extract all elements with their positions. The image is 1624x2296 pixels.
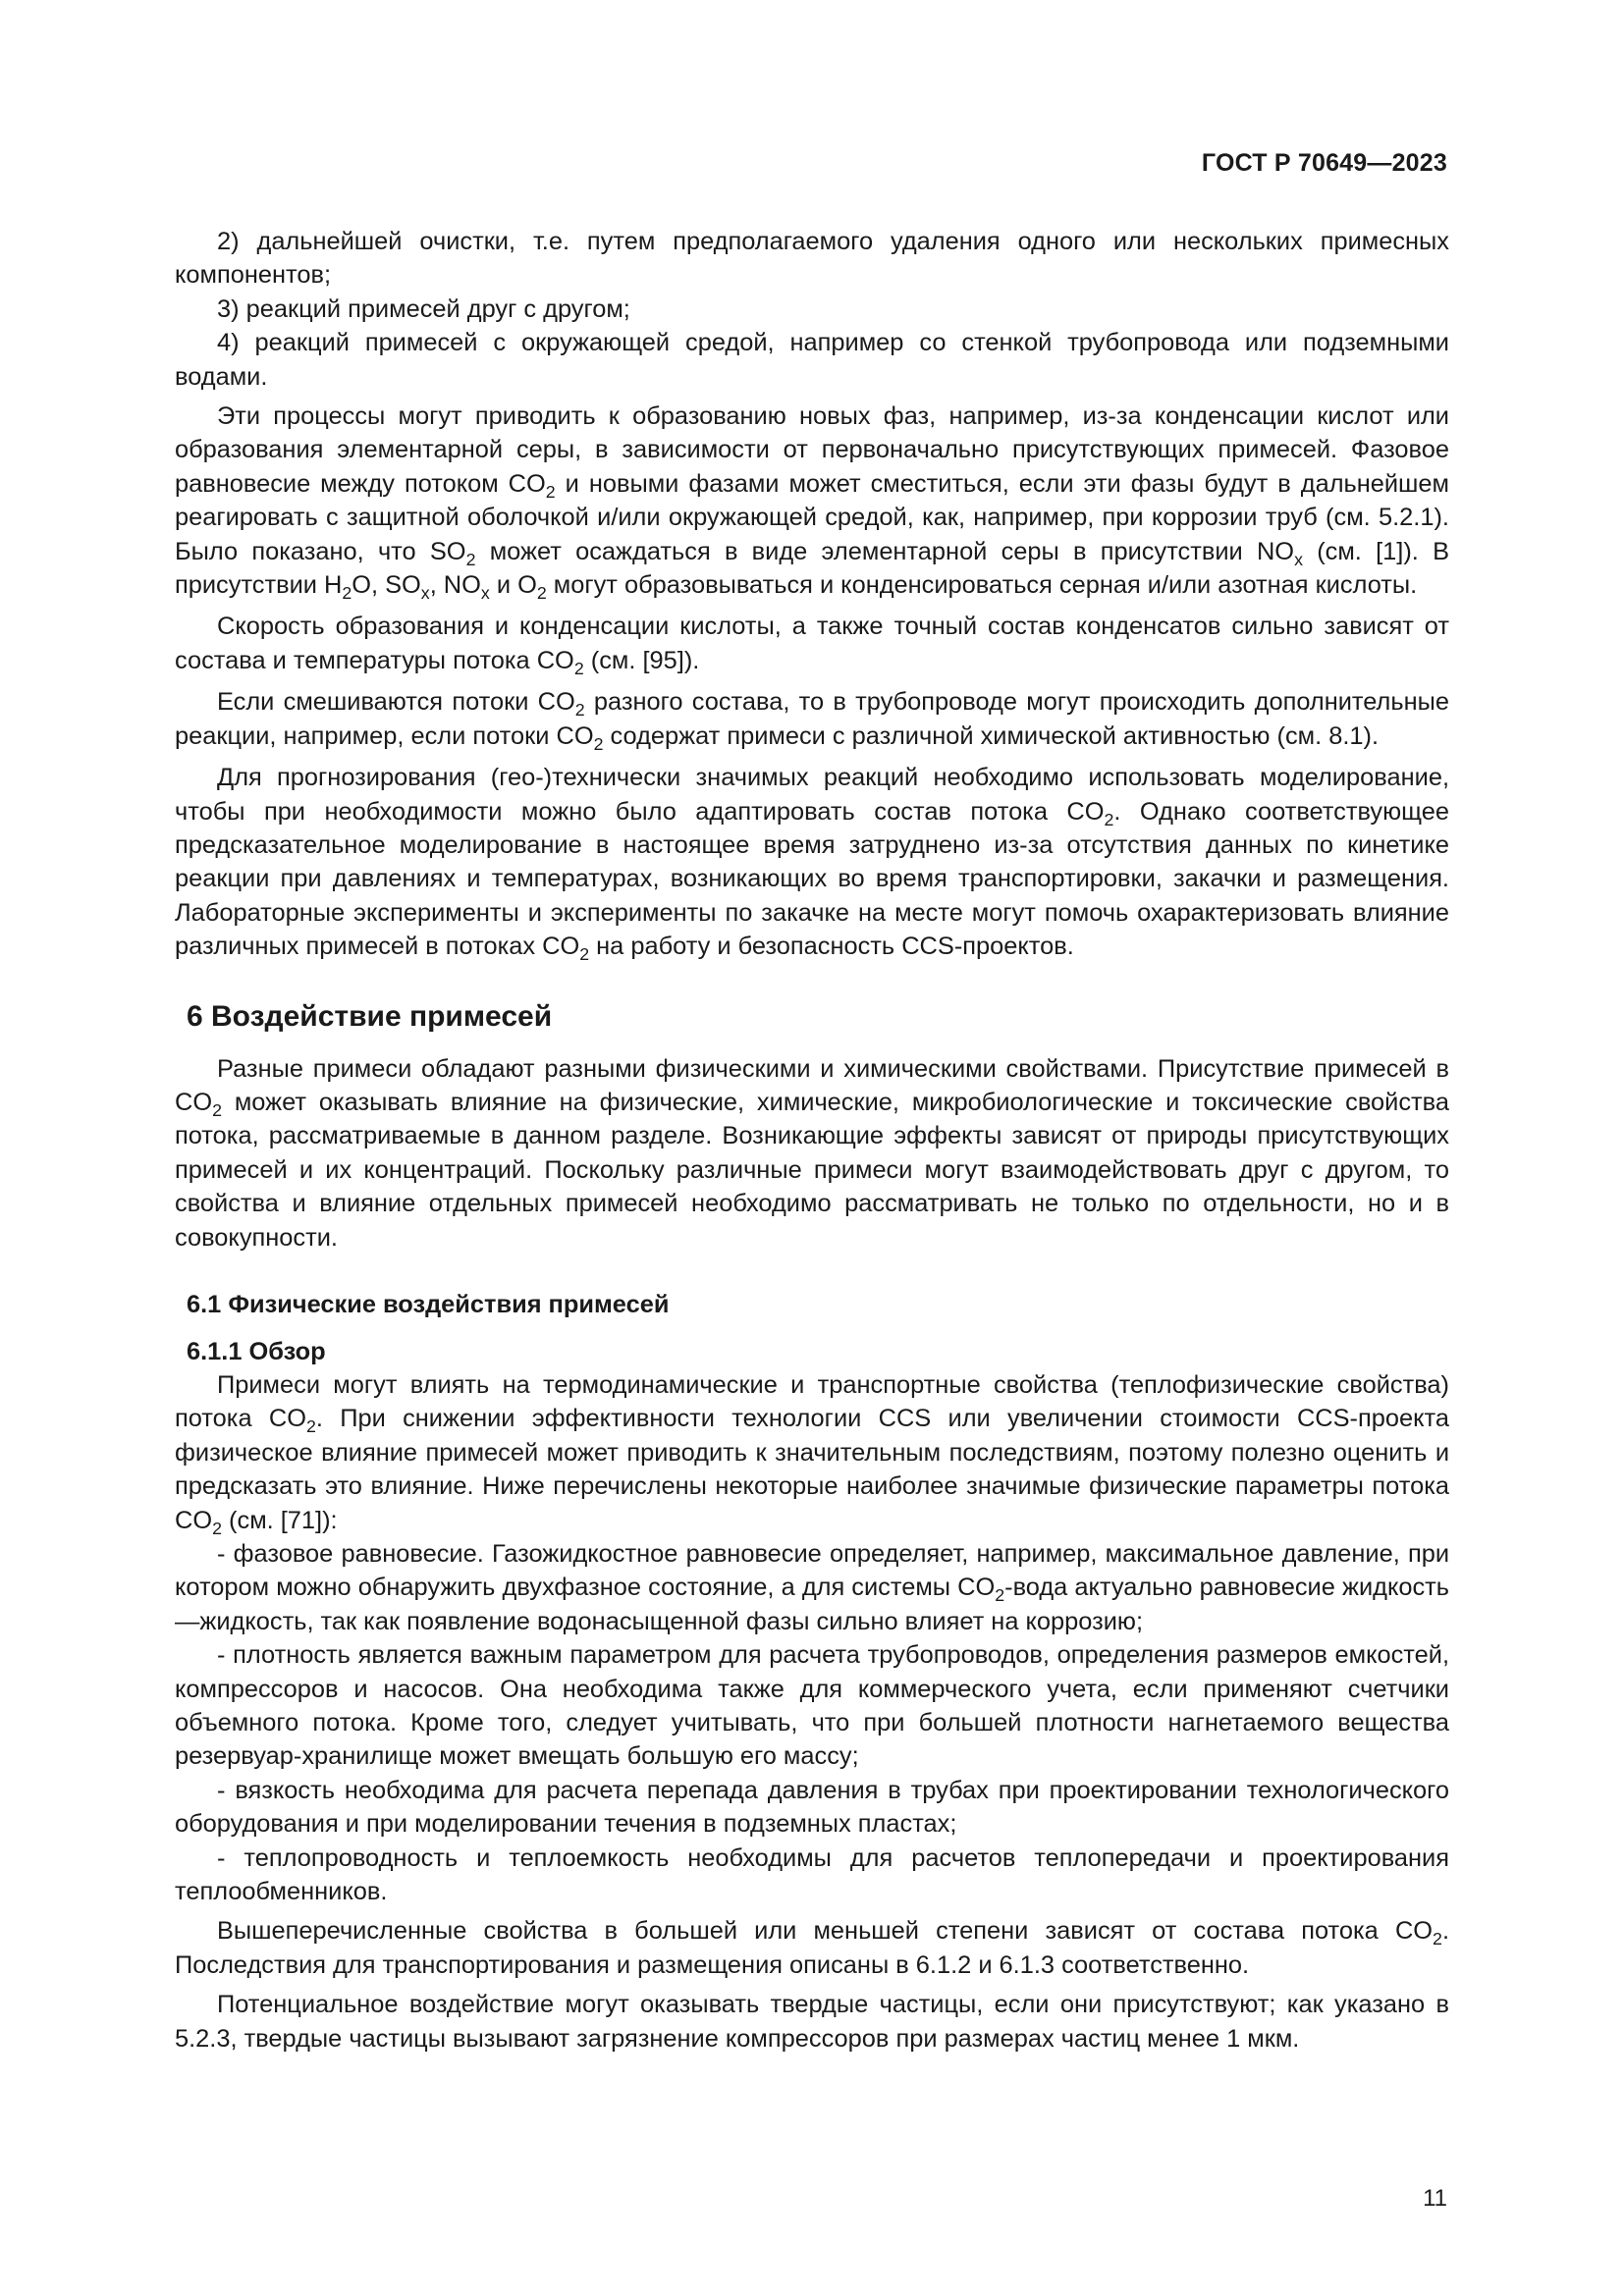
text-run: разного состава, то в трубопроводе могут происходить дополнительные реакции, например, если потоки CO [175, 688, 1449, 750]
paragraph-viscosity [175, 1774, 1449, 1842]
subscript: 2 [465, 549, 476, 569]
subscript: 2 [536, 583, 547, 604]
page-number: 11 [1423, 2185, 1447, 2212]
paragraph-composition-dependence [175, 1914, 1449, 1982]
text-run: 4) реакций примесей с окружающей средой, например со стенкой трубопровода или подземными водами. [175, 329, 1449, 391]
text-run: Разные примеси обладают разными физическими и химическими свойствами. Присутствие примесей в CO [175, 1054, 1449, 1116]
text-run: , NO [429, 571, 481, 600]
text-run: Потенциальное воздействие могут оказывать твердые частицы, если они присутствуют; как указано в 5.2.3, твердые частицы вызывают загрязнение компрессоров при размерах частиц менее 1 мкм. [175, 1991, 1449, 2053]
page-body [175, 225, 1449, 2056]
text-run: O, SO [352, 571, 421, 600]
paragraph-phase-equilibrium [175, 1537, 1449, 1638]
paragraph-acid-rate [175, 610, 1449, 677]
subscript: 2 [593, 733, 604, 754]
text-run: . Последствия для транспортирования и размещения описаны в 6.1.2 и 6.1.3 соответственно. [175, 1917, 1449, 1979]
text-run: может оказывать влияние на физические, химические, микробиологические и токсические свойства потока, рассматриваемые в данном разделе. Возникающие эффекты зависят от природы присутствующих примесей и их концентраций. Поскольку различные примеси могут взаимодействовать друг с другом, то свойства и влияние отдельных примесей необходимо рассматривать не только по отдельности, но и в совокупности. [175, 1088, 1449, 1252]
subscript: 2 [1104, 809, 1114, 829]
subscript: 2 [305, 1416, 316, 1437]
subscript: x [420, 583, 430, 604]
subscript: x [1294, 549, 1303, 569]
paragraph-solid-particles [175, 1988, 1449, 2056]
text-run: (см. [1]). В присутствии H [175, 537, 1450, 600]
text-run: -вода актуально равновесие жидкость—жидкость, так как появление водонасыщенной фазы сильно влияет на коррозию; [175, 1574, 1450, 1635]
text-run: . Однако соответствующее предсказательное моделирование в настоящее время затруднено из-за отсутствия данных по кинетике реакции при давлениях и температурах, возникающих во время транспортировки, закачки и размещения. Лабораторные эксперименты и эксперименты по закачке на месте могут помочь охарактеризовать влияние различных примесей в потоках CO [175, 797, 1449, 961]
subscript: x [480, 583, 490, 604]
section-heading-6: 6 Воздействие примесей [187, 999, 553, 1033]
paragraph-impurity-properties [175, 1052, 1449, 1255]
paragraph-new-phases [175, 400, 1449, 602]
text-run: и O [489, 571, 537, 600]
text-run: (см. [95]). [583, 646, 700, 674]
paragraph-overview [175, 1368, 1449, 1537]
subscript: 2 [1433, 1929, 1442, 1949]
paragraph-list-item-4 [175, 326, 1449, 394]
subsection-heading-6-1: 6.1 Физические воздействия примесей [187, 1290, 670, 1318]
text-run: могут образовываться и конденсироваться серная и/или азотная кислоты. [546, 571, 1418, 600]
text-run: Вышеперечисленные свойства в большей или меньшей степени зависят от состава потока CO [217, 1917, 1434, 1946]
text-run: может осаждаться в виде элементарной серы в присутствии NO [475, 537, 1295, 565]
subscript: 2 [212, 1100, 222, 1121]
text-run: - теплопроводность и теплоемкость необходимы для расчетов теплопередачи и проектирования теплообменников. [175, 1843, 1449, 1906]
subscript: 2 [545, 482, 556, 503]
text-run: - вязкость необходима для расчета перепада давления в трубах при проектировании технологического оборудования и при моделировании течения в подземных пластах; [175, 1776, 1449, 1839]
text-run: Если смешиваются потоки CO [217, 688, 575, 717]
subscript: 2 [579, 944, 590, 965]
text-run: и новыми фазами может сместиться, если эти фазы будут в дальнейшем реагировать с защитной оболочкой и/или окружающей средой, как, например, при коррозии труб (см. 5.2.1). Было показано, что SO [175, 469, 1450, 565]
subsection-heading-6-1-1: 6.1.1 Обзор [187, 1337, 326, 1365]
text-run: 2) дальнейшей очистки, т.е. путем предполагаемого удаления одного или нескольких примесных компонентов; [175, 228, 1449, 290]
paragraph-thermal-conductivity [175, 1842, 1449, 1909]
subscript: 2 [342, 583, 352, 604]
text-run: Для прогнозирования (гео-)технически значимых реакций необходимо использовать моделирование, чтобы при необходимости можно было адаптировать состав потока CO [175, 764, 1449, 826]
paragraph-density [175, 1638, 1449, 1774]
text-run: содержат примеси с различной химической активностью (см. 8.1). [603, 721, 1380, 750]
text-run: . При снижении эффективности технологии CCS или увеличении стоимости CCS-проекта физическое влияние примесей может приводить к значительным последствиям, поэтому полезно оценить и предсказать это влияние. Ниже перечислены некоторые наиболее значимые физические параметры потока CO [175, 1405, 1449, 1534]
paragraph-list-item-2 [175, 225, 1449, 293]
text-run: Эти процессы могут приводить к образованию новых фаз, например, из-за конденсации кислот или образования элементарной серы, в зависимости от первоначально присутствующих примесей. Фазовое равновесие между потоком CO [175, 402, 1449, 498]
text-run: (см. [71]): [221, 1506, 338, 1534]
text-run: Примеси могут влиять на термодинамические и транспортные свойства (теплофизические свойства) потока CO [175, 1370, 1449, 1433]
text-run: Скорость образования и конденсации кислоты, а также точный состав конденсатов сильно зависят от состава и температуры потока CO [175, 613, 1449, 674]
paragraph-mixing-streams [175, 685, 1449, 753]
text-run: 3) реакций примесей друг с другом; [217, 294, 630, 323]
paragraph-list-item-3 [175, 293, 1449, 326]
subscript: 2 [995, 1585, 1005, 1606]
text-run: - плотность является важным параметром для расчета трубопроводов, определения размеров емкостей, компрессоров и насосов. Она необходима также для коммерческого учета, если применяют счетчики объемного потока. Кроме того, следует учитывать, что при большей плотности нагнетаемого вещества резервуар-хранилище может вмещать большую его массу; [175, 1641, 1449, 1771]
paragraph-modeling [175, 761, 1449, 963]
subscript: 2 [212, 1518, 222, 1538]
text-run: на работу и безопасность CCS-проектов. [589, 933, 1074, 961]
text-run: - фазовое равновесие. Газожидкостное равновесие определяет, например, максимальное давление, при котором можно обнаружить двухфазное состояние, а для системы CO [175, 1540, 1449, 1602]
document-standard-id: ГОСТ Р 70649—2023 [1201, 149, 1447, 177]
subscript: 2 [574, 700, 585, 721]
subscript: 2 [573, 659, 584, 679]
